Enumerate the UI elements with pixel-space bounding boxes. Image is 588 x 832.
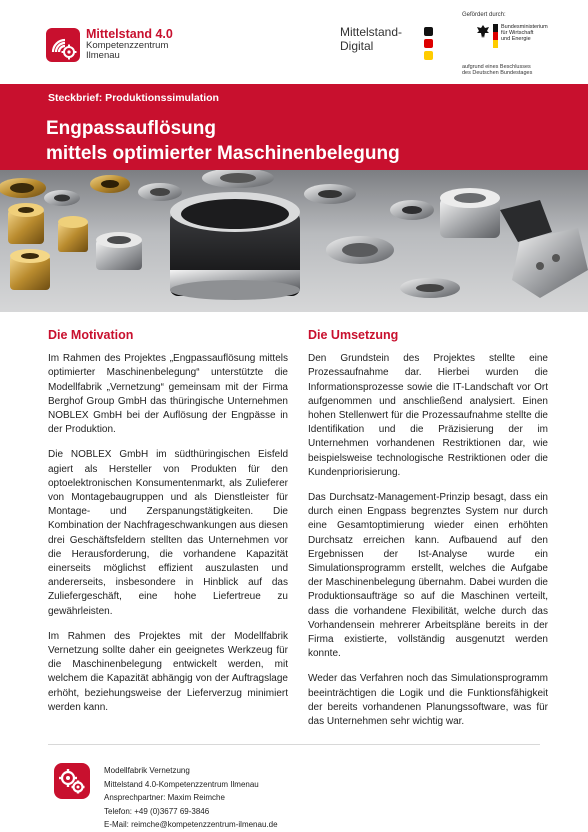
motivation-paragraph-1: Im Rahmen des Projektes „Engpassauflösung mittels optimierter Maschinenbelegung“ unterstützte die Modellfabrik „Vernetzung“ gemeinsam mit der Firma Berghof Group GmbH das thüringische Unternehmen NOBLEX GmbH bei der Auflösung der Engpässe in der Produktion. [48, 353, 288, 436]
footer-line-2: Mittelstand 4.0-Kompetenzzentrum Ilmenau [104, 779, 259, 789]
machined-parts-photo [0, 170, 588, 312]
footer-line-4: Telefon: +49 (0)3677 69-3846 [104, 806, 210, 816]
mittelstand-digital-logo [340, 26, 402, 54]
flag-squares-icon [424, 27, 436, 63]
motivation-heading: Die Motivation [48, 328, 134, 342]
banner-kicker: Steckbrief: Produktionssimulation [48, 92, 219, 104]
bundestag-note-line1: aufgrund eines Beschlusses [462, 64, 531, 70]
mz-logo-subtitle-1: Kompetenzzentrum [86, 40, 169, 52]
funded-by-label: Gefördert durch: [462, 12, 506, 18]
federal-eagle-icon [476, 24, 490, 40]
umsetzung-paragraph-3: Weder das Verfahren noch das Simulationsprogramm beeinträchtigen die Logik und die Funktionsfähigkeit der bereits vorhandenen Planungssoftware, was für das Unternehmen sehr wichtig war. [308, 673, 548, 728]
page-header [0, 0, 588, 84]
mz-logo-subtitle-2: Ilmenau [86, 50, 120, 62]
gears-icon [54, 763, 90, 799]
umsetzung-paragraph-2: Das Durchsatz-Management-Prinzip besagt, dass ein durch einen Engpass begrenztes System nur durch eine Gesamtoptimierung wieder einen erhöhten Durchsatz erreichen kann. Aufbauend auf den Ergebnissen der Ist-Analyse wurde ein Simulationsprogramm erstellt, welches die Aufgabe der Maschinenbelegung übernahm. Dabei wurden die Produktionsaufträge so auf die Maschinen verteilt, dass die vorhandene Flexibilität, welche durch das Vorhandensein mehrerer Arbeitspläne bereits in der Firma existierte, vollständig ausgenutzt werden konnte. [308, 492, 548, 660]
ministry-line2: für Wirtschaft [501, 30, 534, 37]
motivation-section [48, 328, 288, 726]
title-line-1: Engpassauflösung [46, 118, 216, 139]
footer-line-3: Ansprechpartner: Maxim Reimche [104, 793, 225, 803]
signal-gear-icon [46, 28, 80, 62]
footer-contact [104, 764, 278, 832]
footer-line-1: Modellfabrik Vernetzung [104, 766, 190, 775]
motivation-paragraph-2: Die NOBLEX GmbH im südthüringischen Eisfeld agiert als Hersteller von Produkten für den optoelektronischen Konsumentenmarkt, als Zulieferer von Montagebaugruppen und als Dienstleister für Montage- und Zerspanungstätigkeiten. Die Kombination der Nachfrageschwankungen aus diesen drei Geschäftsfeldern stellten das Unternehmen vor die Herausforderung, die vorhandene Kapazität einerseits möglichst effizient auszulasten und andererseits, insbesondere in Hinblick auf das Zuliefergeschäft, eine hohe Liefertreue zu gewährleisten. [48, 449, 288, 617]
page-title [46, 116, 400, 166]
bundestag-note-line2: des Deutschen Bundestages [462, 70, 533, 77]
ministry-line3: und Energie [501, 36, 531, 43]
german-flag-icon [493, 24, 498, 48]
bmwi-funding-logo [462, 12, 572, 77]
motivation-paragraph-3: Im Rahmen des Projektes mit der Modellfabrik Vernetzung sollte daher ein geeignetes Werkzeug für die Maschinenbelegung entwickelt werden, mit welchem die Kapazität abhängig von der Auftragslage erhöht, beziehungsweise der Lieferverzug minimiert werden kann. [48, 630, 288, 713]
umsetzung-heading: Die Umsetzung [308, 328, 399, 342]
title-line-2: mittels optimierter Maschinenbelegung [46, 143, 400, 165]
mittelstand-kompetenzzentrum-logo [46, 28, 173, 62]
footer-email: E-Mail: reimche@kompetenzzentrum-ilmenau.de [104, 820, 278, 830]
umsetzung-paragraph-1: Den Grundstein des Projektes stellte eine Prozessaufnahme dar. Hierbei wurden die Informationsprozesse sowie die IT-Landschaft vor Ort aufgenommen und anschließend analysiert. Einen hohen Stellenwert für die Prozessaufnahme stellte die Identifikation und die Präzisierung der im Unternehmen vorhandenen Restriktionen dar, wie beispielsweise technologische Restriktionen oder die Kundenpriorisierung. [308, 353, 548, 478]
ministry-line1: Bundesministerium [501, 24, 548, 30]
md-logo-line2: Digital [340, 38, 374, 53]
footer-divider [48, 744, 540, 745]
mz-logo-title: Mittelstand 4.0 [86, 27, 173, 41]
md-logo-line1: Mittelstand- [340, 25, 403, 39]
umsetzung-section [308, 328, 548, 740]
